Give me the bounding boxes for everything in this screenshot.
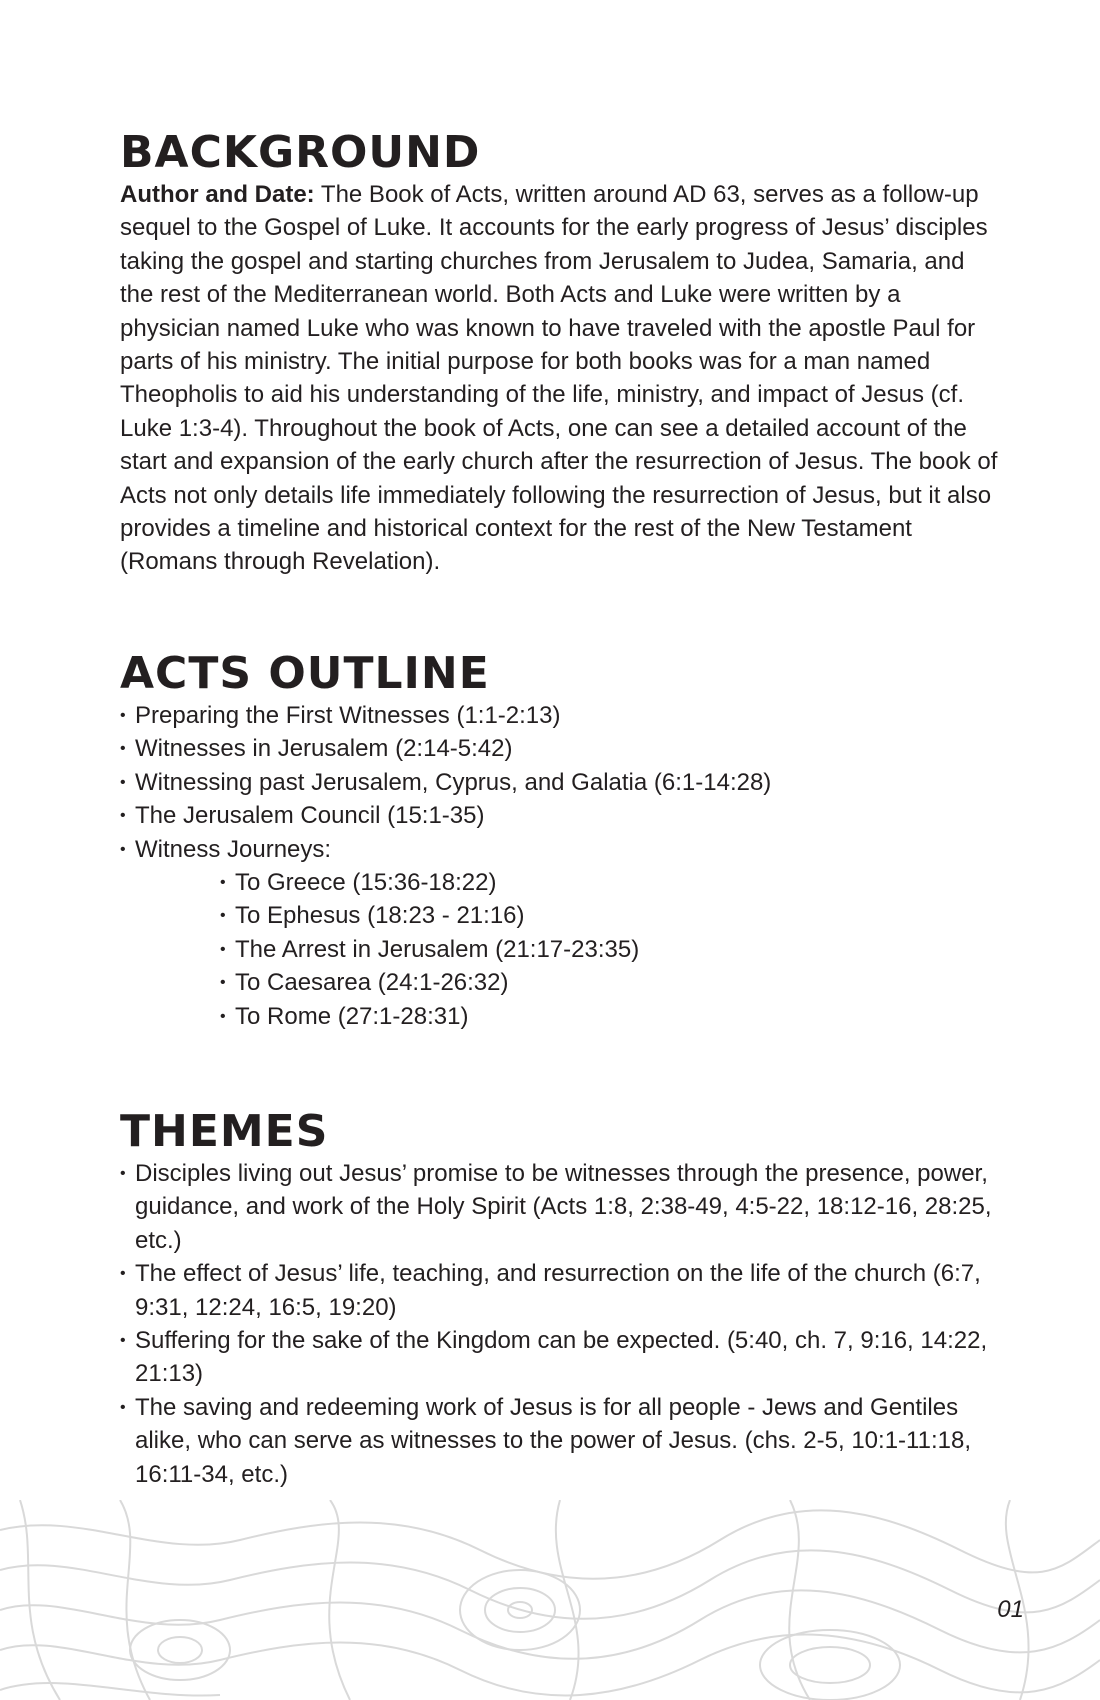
themes-list xyxy=(120,1157,1000,1491)
outline-item: • The Jerusalem Council (15:1-35) xyxy=(120,799,1000,832)
theme-item: • Disciples living out Jesus’ promise to be witnesses through the presence, power, guidance, and work of the Holy Spirit (Acts 1:8, 2:38-49, 4:5-22, 18:12-16, 28:25, etc.) xyxy=(120,1157,1000,1257)
outline-subitem: • To Greece (15:36-18:22) xyxy=(220,866,1000,899)
outline-subitem: • The Arrest in Jerusalem (21:17-23:35) xyxy=(220,933,1000,966)
content xyxy=(120,128,1000,1491)
background-text: The Book of Acts, written around AD 63, serves as a follow-up sequel to the Gospel of Luke. It accounts for the early progress of Jesus’ disciples taking the gospel and starting churches from Jerusalem to Judea, Samaria, and the rest of the Mediterranean world. Both Acts and Luke were written by a physician named Luke who was known to have traveled with the apostle Paul for parts of his ministry. The initial purpose for both books was for a man named Theopholis to aid his understanding of the life, ministry, and impact of Jesus (cf. Luke 1:3-4). Throughout the book of Acts, one can see a detailed account of the start and expansion of the early church after the resurrection of Jesus. The book of Acts not only details life immediately following the resurrection of Jesus, but it also provides a timeline and historical context for the rest of the New Testament (Romans through Revelation). xyxy=(120,181,998,576)
background-heading: BACKGROUND xyxy=(120,127,481,178)
author-date-label: Author and Date: xyxy=(120,181,315,208)
outline-item: • Witnessing past Jerusalem, Cyprus, and Galatia (6:1-14:28) xyxy=(120,766,1000,799)
outline-section xyxy=(120,649,1000,1033)
page-number: 01 xyxy=(997,1596,1024,1623)
theme-item: • Suffering for the sake of the Kingdom can be expected. (5:40, ch. 7, 9:16, 14:22, 21:13) xyxy=(120,1324,1000,1391)
outline-heading: ACTS OUTLINE xyxy=(120,647,490,699)
outline-sublist xyxy=(120,866,1000,1033)
outline-item: • Witnesses in Jerusalem (2:14-5:42) xyxy=(120,732,1000,765)
background-paragraph xyxy=(120,178,1000,579)
outline-subitem: • To Ephesus (18:23 - 21:16) xyxy=(220,899,1000,932)
outline-subitem: • To Caesarea (24:1-26:32) xyxy=(220,966,1000,999)
theme-item: • The saving and redeeming work of Jesus is for all people - Jews and Gentiles alike, who can serve as witnesses to the power of Jesus. (chs. 2-5, 10:1-11:18, 16:11-34, etc.) xyxy=(120,1391,1000,1491)
topographic-decoration xyxy=(0,1500,1100,1700)
outline-item: • Witness Journeys: xyxy=(120,833,1000,866)
outline-subitem: • To Rome (27:1-28:31) xyxy=(220,1000,1000,1033)
theme-item: • The effect of Jesus’ life, teaching, and resurrection on the life of the church (6:7, 9:31, 12:24, 16:5, 19:20) xyxy=(120,1257,1000,1324)
background-section xyxy=(120,128,1000,579)
outline-list xyxy=(120,699,1000,866)
themes-heading: THEMES xyxy=(120,1105,329,1157)
outline-item: • Preparing the First Witnesses (1:1-2:13) xyxy=(120,699,1000,732)
themes-section xyxy=(120,1107,1000,1491)
